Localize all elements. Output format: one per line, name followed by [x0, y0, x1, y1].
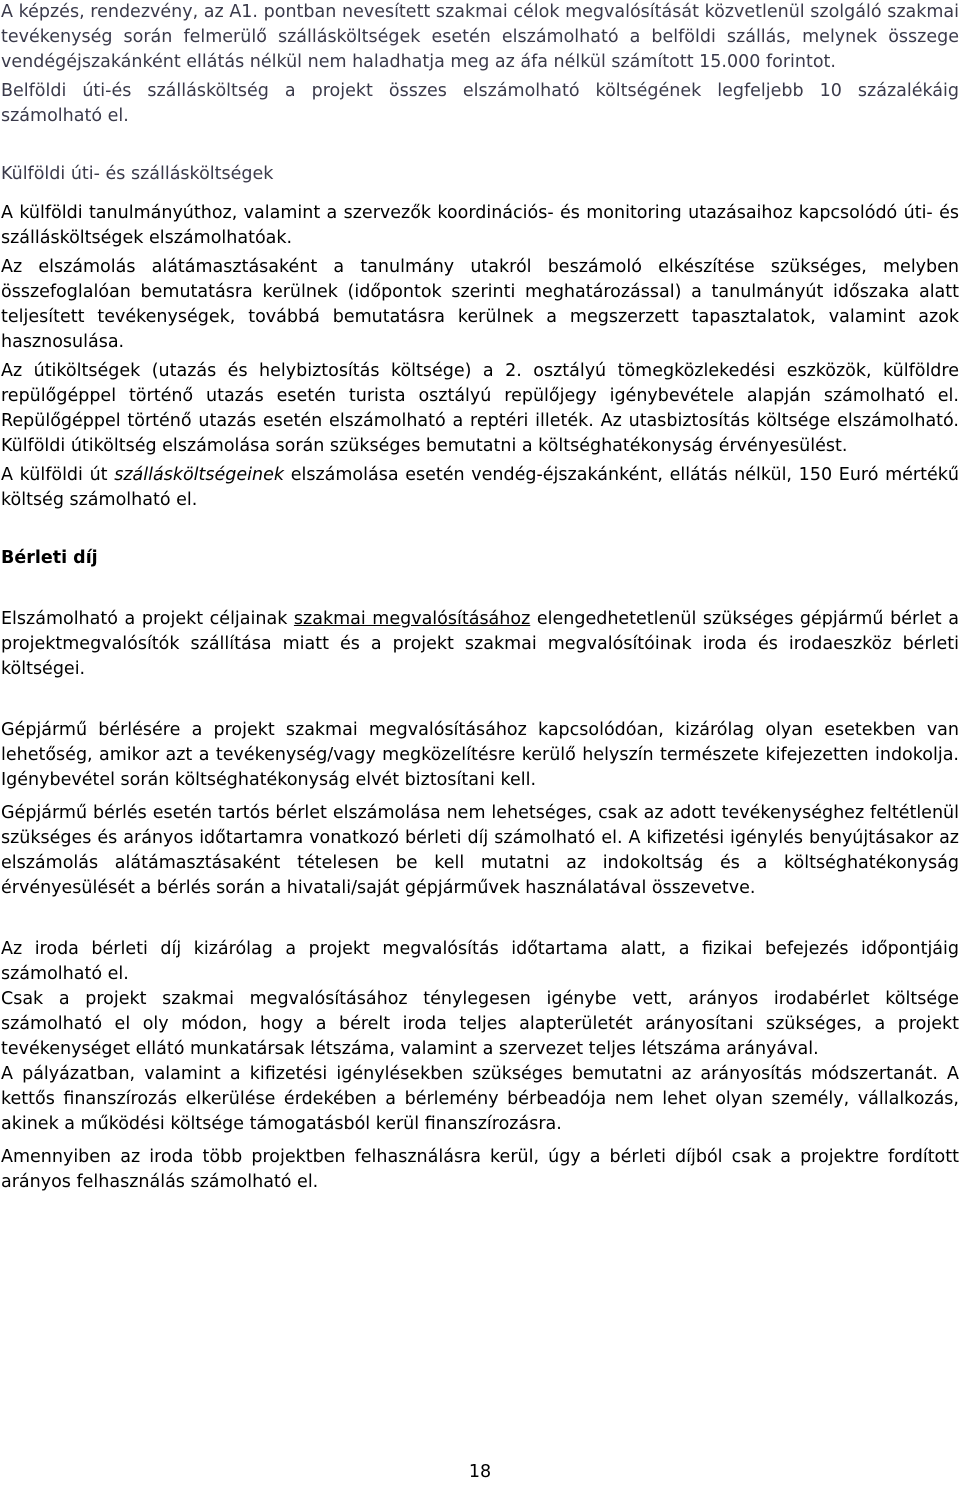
section-title-foreign-costs: Külföldi úti- és szállásköltségek — [1, 164, 274, 184]
underlined-text-run: szakmai megvalósításához — [293, 609, 531, 629]
paragraph-office-rent-period: Az iroda bérleti díj kizárólag a projekt megvalósítás időtartama alatt, a fizikai befejezés időpontjáig számolható el. — [1, 939, 959, 984]
paragraph-domestic-limit: Belföldi úti-és szállásköltség a projekt összes elszámolható költségének legfeljebb 10 százalékáig számolható el. — [1, 81, 959, 126]
paragraph-foreign-accommodation — [1, 463, 959, 513]
paragraph-report-requirement: Az elszámolás alátámasztásaként a tanulmány utakról beszámoló elkészítése szükséges, melyben összefoglalóan bemutatásra kerülnek (időpontok szerinti meghatározással) a tanulmányút időszaka alatt teljesített tevékenységek, továbbá bemutatásra kerülnek a megszerzett tapasztalatok, valamint azok hasznosulása. — [1, 257, 959, 352]
paragraph-travel-costs: Az útiköltségek (utazás és helybiztosítás költsége) a 2. osztályú tömegközlekedési eszközök, külföldre repülőgéppel történő utazás esetén turista osztályú repülőjegy igénybevétele alapján számolható el. Repülőgéppel történő utazás esetén elszámolható a reptéri illeték. Az utasbiztosítás költsége elszámolható. Külföldi útiköltség elszámolása során szükséges bemutatni a költséghatékonyság érvényesülést. — [1, 361, 959, 456]
paragraph-office-proportional: Csak a projekt szakmai megvalósításához ténylegesen igénybe vett, arányos irodabérlet költsége számolható el oly módon, hogy a bérelt iroda teljes alapterületét arányosítani szükséges, a projekt tevékenységet ellátó munkatársak létszáma, valamint a szervezet teljes létszáma arányával. — [1, 989, 959, 1059]
paragraph-accommodation-domestic: A képzés, rendezvény, az A1. pontban nevesített szakmai célok megvalósítását közvetlenül szolgáló szakmai tevékenység során felmerülő szállásköltségek esetén elszámolható a belföldi szállás, melynek összege vendégéjszakánként ellátás nélkül nem haladhatja meg az áfa nélkül számított 15.000 forintot. — [1, 2, 959, 72]
italic-text-run: szállásköltségeinek — [114, 465, 285, 485]
section-heading-rent: Bérleti díj — [1, 548, 98, 568]
text-run: A külföldi út — [1, 465, 115, 485]
page-number: 18 — [468, 1462, 492, 1482]
paragraph-proportion-method: A pályázatban, valamint a kifizetési igénylésekben szükséges bemutatni az arányosítás módszertanát. A kettős finanszírozás elkerülése érdekében a bérlemény bérbeadója nem lehet olyan személy, vállalkozás, akinek a működési költsége támogatásból kerül finanszírozásra. — [1, 1064, 959, 1134]
paragraph-vehicle-long-term: Gépjármű bérlés esetén tartós bérlet elszámolása nem lehetséges, csak az adott tevékenységhez feltétlenül szükséges és arányos időtartamra vonatkozó bérleti díj számolható el. A kifizetési igénylés benyújtásakor az elszámolás alátámasztásaként tételesen be kell mutatni az indokoltság és a költséghatékonyság érvényesülését a bérlés során a hivatali/saját gépjárművek használatával összevetve. — [1, 803, 959, 898]
text-run: elengedhetetlenül szükséges gépjármű bérlet a projektmegvalósítók szállítása miatt és a projekt szakmai megvalósítóinak iroda és irodaeszköz bérleti költségei. — [1, 609, 959, 679]
paragraph-multiple-projects: Amennyiben az iroda több projektben felhasználásra kerül, úgy a bérleti díjból csak a projektre fordított arányos felhasználás számolható el. — [1, 1147, 959, 1192]
text-run: Elszámolható a projekt céljainak — [1, 609, 294, 629]
paragraph-rent-eligible — [1, 607, 959, 682]
text-run: elszámolása esetén vendég-éjszakánként, ellátás nélkül, 150 Euró mértékű költség számolható el. — [1, 465, 959, 510]
paragraph-foreign-study-trip: A külföldi tanulmányúthoz, valamint a szervezők koordinációs- és monitoring utazásaihoz kapcsolódó úti- és szállásköltségek elszámolhatóak. — [1, 203, 959, 248]
paragraph-vehicle-rental: Gépjármű bérlésére a projekt szakmai megvalósításához kapcsolódóan, kizárólag olyan esetekben van lehetőség, amikor azt a tevékenység/vagy megközelítésre kerülő helyszín természete kifejezetten indokolja. Igénybevétel során költséghatékonyság elvét biztosítani kell. — [1, 720, 959, 790]
